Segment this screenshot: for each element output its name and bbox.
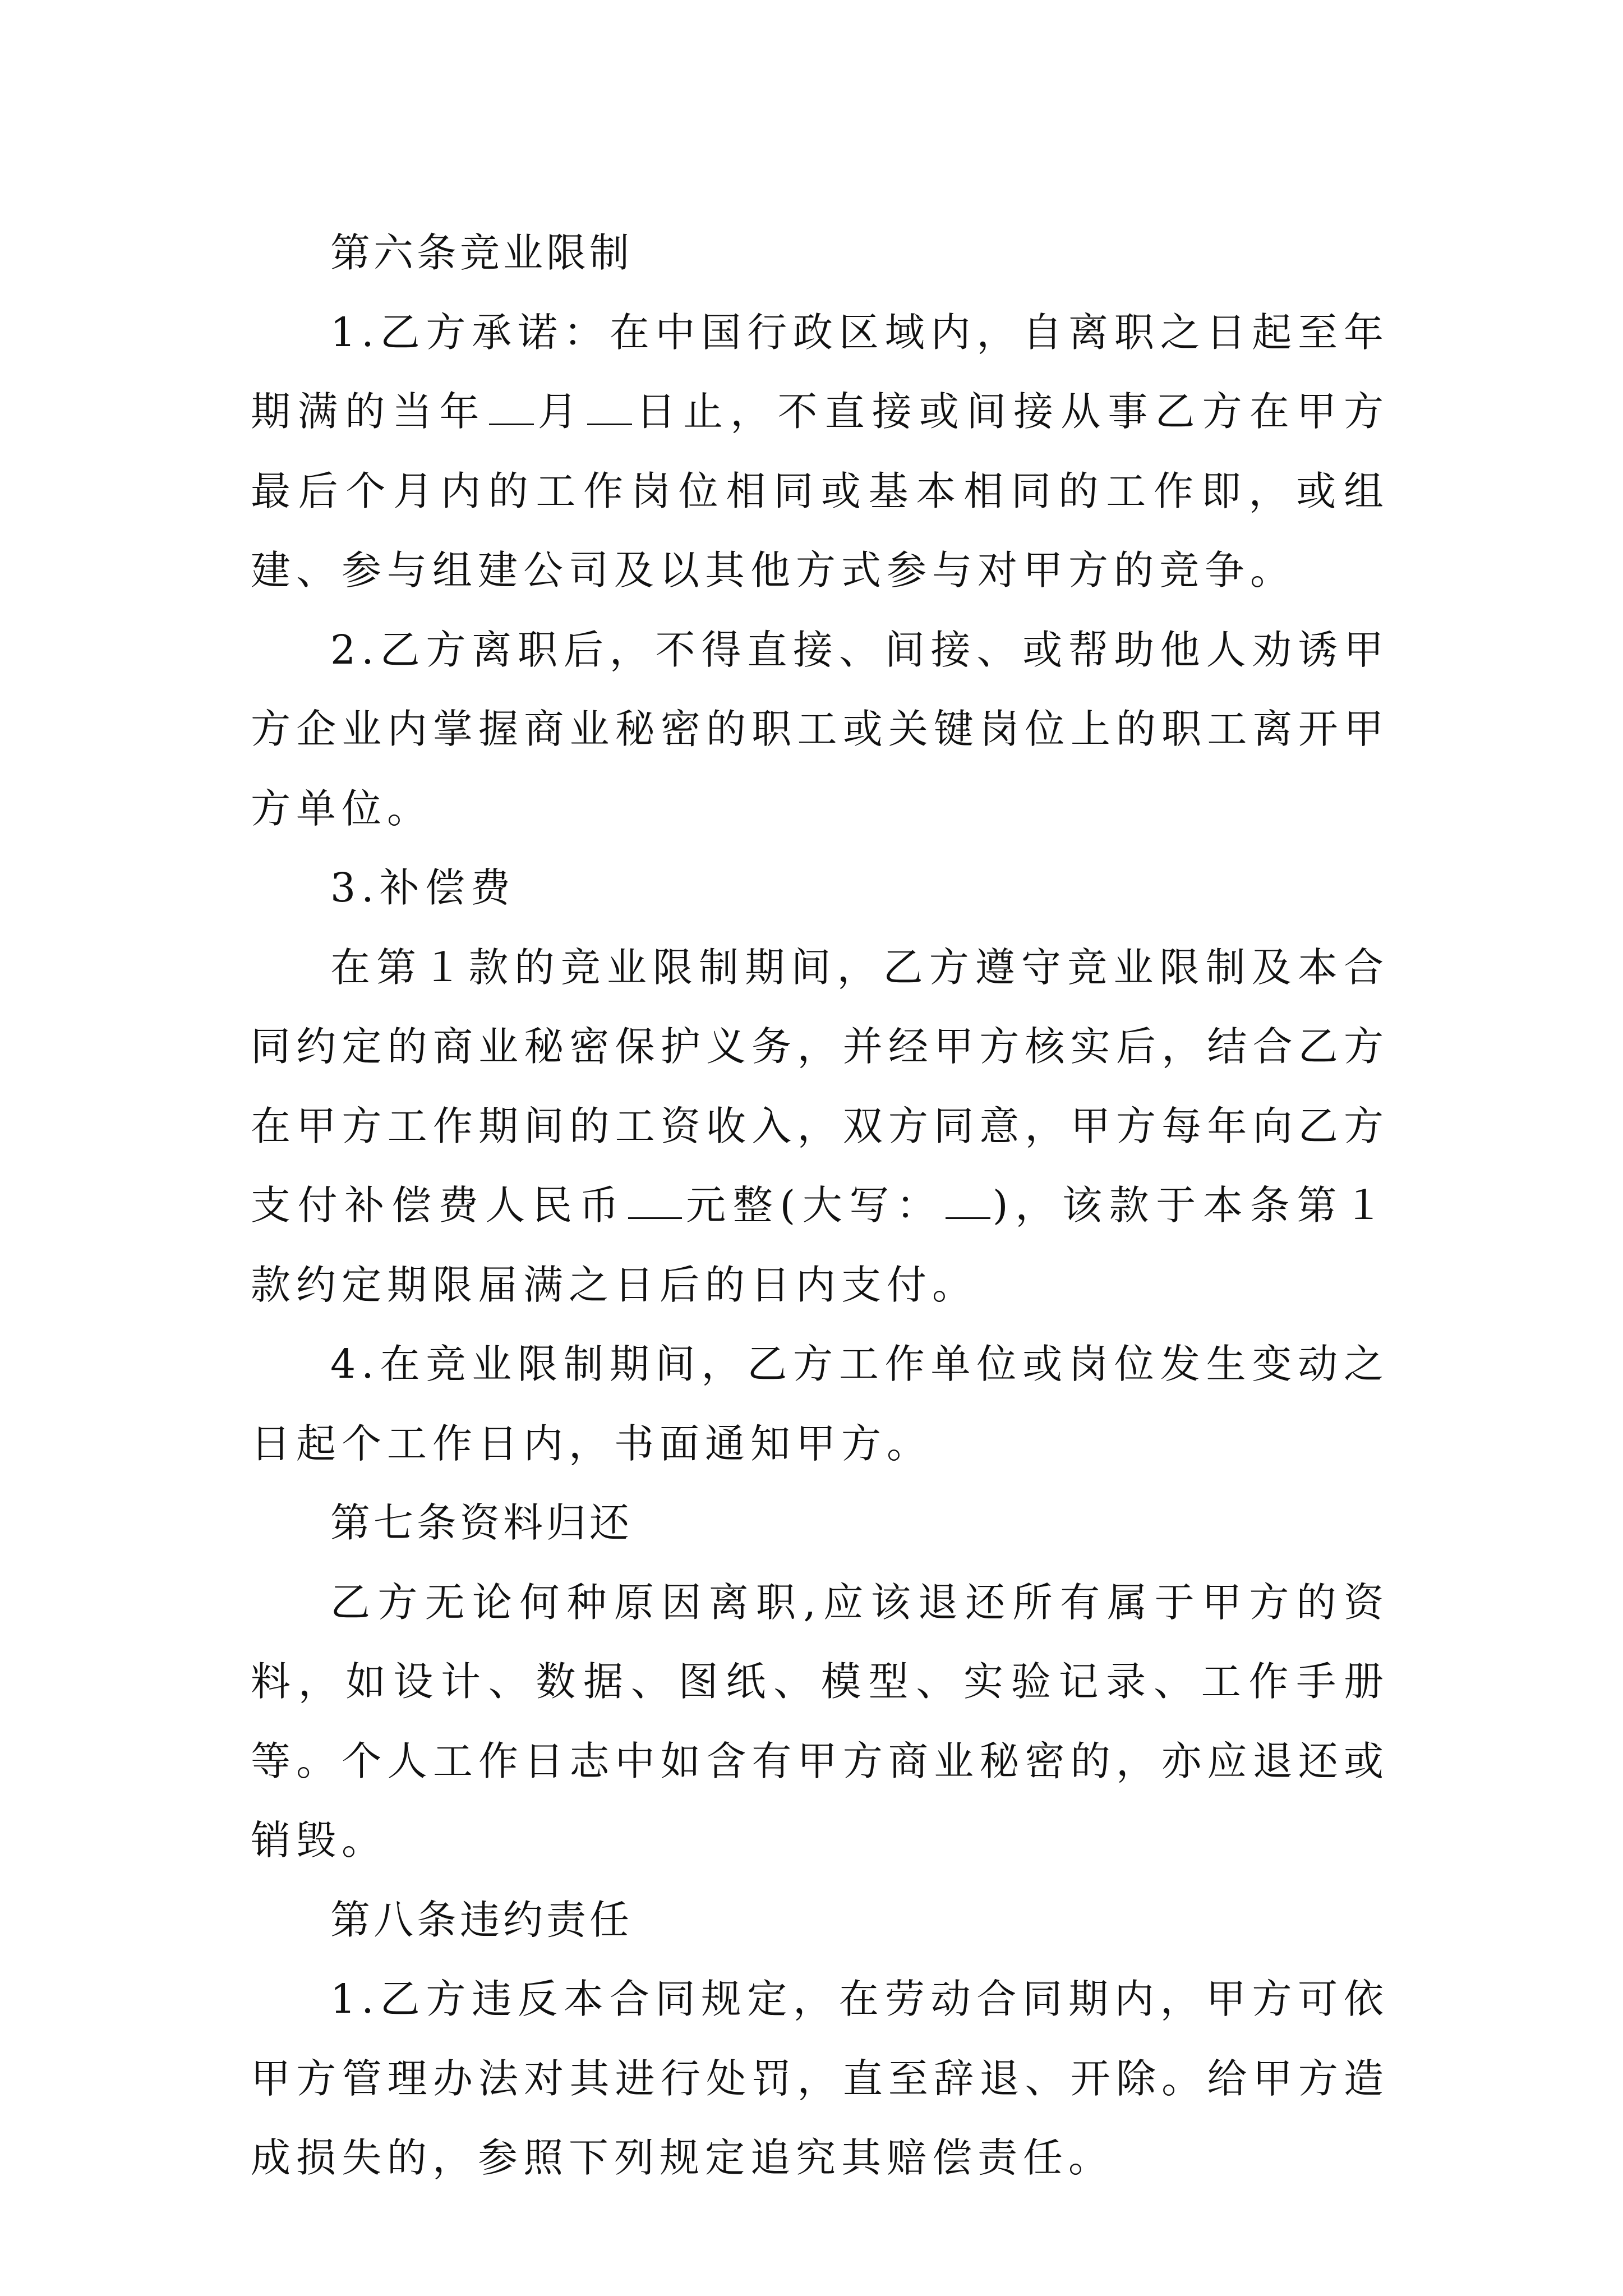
fill-blank-line[interactable] (489, 388, 534, 425)
section-6-clause-1 (251, 293, 1389, 610)
fill-blank-line[interactable] (587, 388, 632, 425)
fill-blank-line[interactable] (628, 1181, 682, 1219)
clause-3-text-b: 元整(大写： (684, 1182, 943, 1228)
section-6-clause-3-title: 3.补偿费 (330, 864, 516, 911)
document-page (251, 213, 1389, 2198)
section-6-title: 第六条竞业限制 (330, 229, 633, 276)
section-8-clause-1: 1.乙方违反本合同规定，在劳动合同期内，甲方可依甲方管理办法对其进行处罚，直至辞退、开除。给甲方造成损失的，参照下列规定追究其赔偿责任。 (251, 1976, 1389, 2181)
section-7-body: 乙方无论何种原因离职,应该退还所有属于甲方的资料，如设计、数据、图纸、模型、实验记录、工作手册等。个人工作日志中如含有甲方商业秘密的，亦应退还或销毁。 (251, 1579, 1389, 1864)
clause-1-text-a: 1.乙方承诺：在中国行政区域内，自离职之日起至年期满的当年 (251, 309, 1389, 435)
section-7-title: 第七条资料归还 (330, 1499, 633, 1546)
clause-3-text-c: )，该款于本条第１款约定期限届满之日后的日内支付。 (251, 1182, 1389, 1308)
section-6-clause-4: 4.在竞业限制期间，乙方工作单位或岗位发生变动之日起个工作日内，书面通知甲方。 (251, 1341, 1389, 1467)
clause-1-text-b: 月 (536, 388, 585, 435)
section-8-title: 第八条违约责任 (330, 1896, 633, 1943)
fill-blank-line[interactable] (946, 1181, 990, 1219)
section-6-clause-2: 2.乙方离职后，不得直接、间接、或帮助他人劝诱甲方企业内掌握商业秘密的职工或关键岗位上的职工离开甲方单位。 (251, 626, 1389, 832)
clause-3-text-a: 在第１款的竞业限制期间，乙方遵守竞业限制及本合同约定的商业秘密保护义务，并经甲方核实后，结合乙方在甲方工作期间的工资收入，双方同意，甲方每年向乙方支付补偿费人民币 (251, 944, 1389, 1228)
clause-1-text-c: 日止，不直接或间接从事乙方在甲方最后个月内的工作岗位相同或基本相同的工作即，或组建、参与组建公司及以其他方式参与对甲方的竞争。 (251, 388, 1389, 593)
section-6-clause-3-body (251, 928, 1389, 1325)
